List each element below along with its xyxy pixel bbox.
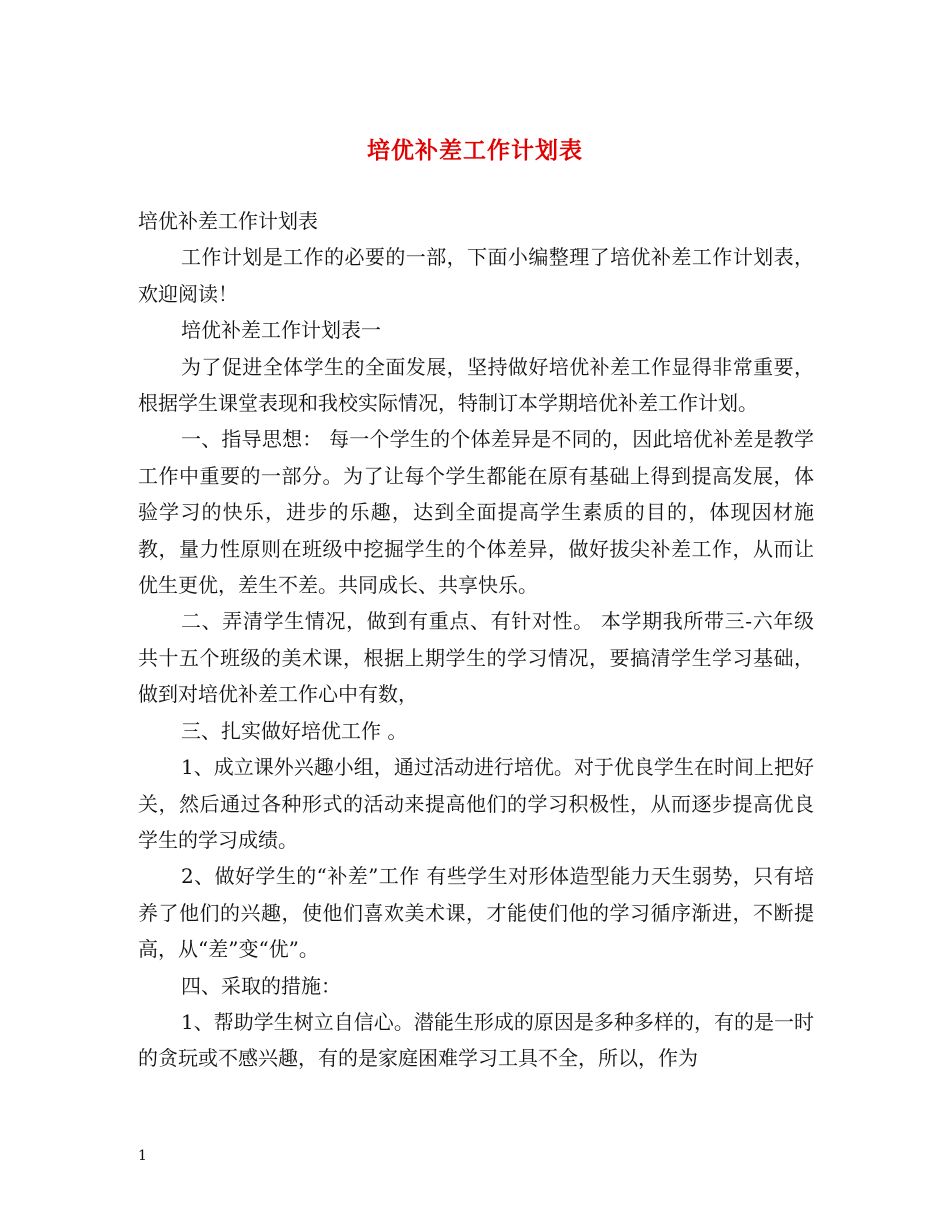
paragraph: 培优补差工作计划表 — [138, 209, 318, 233]
paragraph: 培优补差工作计划表一 — [181, 318, 381, 343]
paragraph: 四、采取的措施： — [181, 973, 341, 998]
paragraph: 1、帮助学生树立自信心。潜能生形成的原因是多种多样的，有的是一时的贪玩或不感兴趣，有的是家庭困难学习工具不全，所以，作为 — [138, 1009, 814, 1071]
paragraph: 2、做好学生的“补差”工作 有些学生对形体造型能力天生弱势，只有培养了他们的兴趣，使他们喜欢美术课，才能使们他的学习循序渐进，不断提高，从“差”变“优”。 — [138, 864, 814, 962]
document-body — [138, 203, 814, 1077]
paragraph: 一、指导思想： 每一个学生的个体差异是不同的，因此培优补差是教学工作中重要的一部分。为了让每个学生都能在原有基础上得到提高发展，体验学习的快乐，进步的乐趣，达到全面提高学生素质的目的，体现因材施教，量力性原则在班级中挖掘学生的个体差异，做好拔尖补差工作，从而让优生更优，差生不差。共同成长、共享快乐。 — [138, 427, 814, 598]
paragraph: 为了促进全体学生的全面发展，坚持做好培优补差工作显得非常重要，根据学生课堂表现和我校实际情况，特制订本学期培优补差工作计划。 — [138, 354, 814, 416]
paragraph: 工作计划是工作的必要的一部，下面小编整理了培优补差工作计划表，欢迎阅读！ — [138, 245, 814, 306]
document-title: 培优补差工作计划表 — [367, 137, 583, 164]
page-number: 1 — [138, 1148, 147, 1164]
paragraph: 1、成立课外兴趣小组，通过活动进行培优。对于优良学生在时间上把好关，然后通过各种形式的活动来提高他们的学习积极性，从而逐步提高优良学生的学习成绩。 — [138, 755, 814, 852]
paragraph: 三、扎实做好培优工作 。 — [181, 718, 408, 743]
paragraph: 二、弄清学生情况，做到有重点、有针对性。 本学期我所带三-六年级共十五个班级的美术课，根据上期学生的学习情况，要搞清学生学习基础，做到对培优补差工作心中有数， — [138, 609, 814, 707]
